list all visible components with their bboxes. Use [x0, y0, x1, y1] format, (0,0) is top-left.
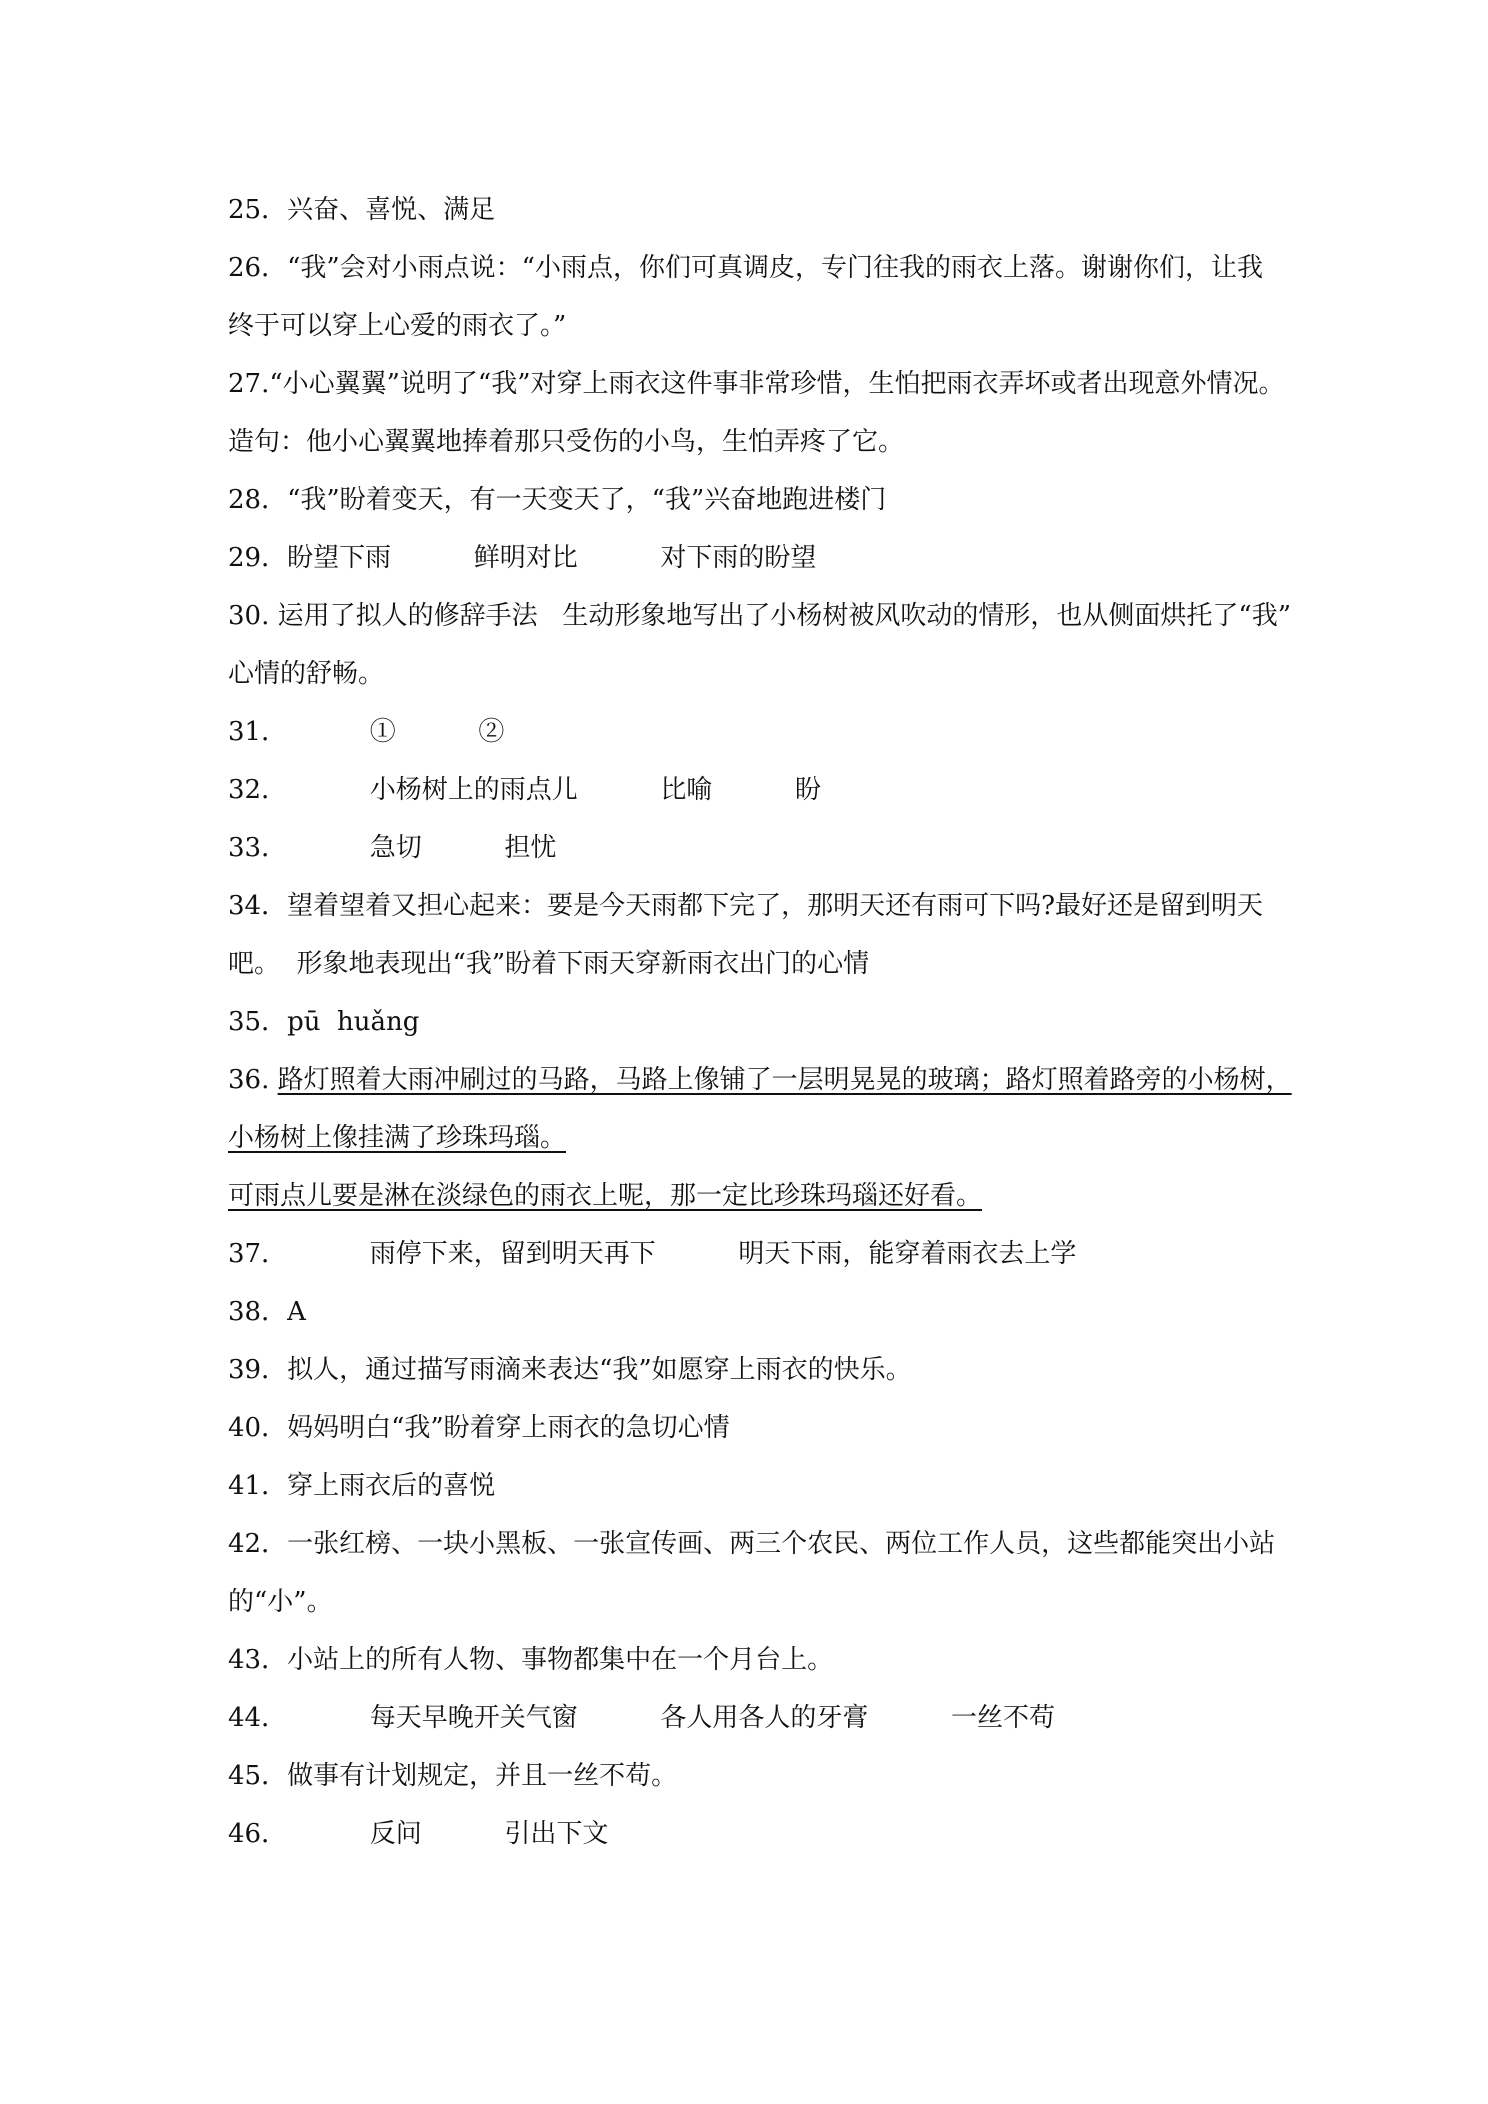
answer-32: 32． 小杨树上的雨点儿 比喻 盼 — [228, 775, 822, 805]
answer-37: 37． 雨停下来，留到明天再下 明天下雨，能穿着雨衣去上学 — [228, 1239, 1077, 1269]
answer-30-line-2: 心情的舒畅。 — [228, 659, 385, 689]
answer-33: 33． 急切 担忧 — [228, 833, 557, 863]
answer-26-line-2: 终于可以穿上心爱的雨衣了。” — [228, 311, 567, 341]
answer-36-underlined-text: 路灯照着大雨冲刷过的马路，马路上像铺了一层明晃晃的玻璃；路灯照着路旁的小杨树， — [277, 1065, 1292, 1095]
answer-29: 29．盼望下雨 鲜明对比 对下雨的盼望 — [228, 543, 817, 573]
answer-31: 31． ① ② — [228, 717, 505, 747]
answer-36-line-1 — [228, 1063, 1292, 1097]
answer-45: 45．做事有计划规定，并且一丝不苟。 — [228, 1761, 678, 1791]
answer-26-line-1: 26．“我”会对小雨点说：“小雨点，你们可真调皮，专门往我的雨衣上落。谢谢你们，让我 — [228, 253, 1263, 283]
answer-34-line-2: 吧。 形象地表现出“我”盼着下雨天穿新雨衣出门的心情 — [228, 949, 870, 979]
answer-38: 38．A — [228, 1297, 306, 1327]
answer-44: 44． 每天早晚开关气窗 各人用各人的牙膏 一丝不苟 — [228, 1703, 1056, 1733]
answer-25: 25．兴奋、喜悦、满足 — [228, 195, 496, 225]
answer-42-line-1: 42．一张红榜、一块小黑板、一张宣传画、两三个农民、两位工作人员，这些都能突出小站 — [228, 1529, 1276, 1559]
answer-39: 39．拟人，通过描写雨滴来表达“我”如愿穿上雨衣的快乐。 — [228, 1355, 912, 1385]
answer-36-underlined-text: 可雨点儿要是淋在淡绿色的雨衣上呢，那一定比珍珠玛瑙还好看。 — [228, 1181, 983, 1211]
answer-27-line-1: 27.“小心翼翼”说明了“我”对穿上雨衣这件事非常珍惜，生怕把雨衣弄坏或者出现意外情况。 — [228, 369, 1285, 399]
answer-46: 46． 反问 引出下文 — [228, 1819, 609, 1849]
answer-36-underlined-text: 小杨树上像挂满了珍珠玛瑙。 — [228, 1123, 567, 1153]
answer-34-line-1: 34．望着望着又担心起来：要是今天雨都下完了，那明天还有雨可下吗?最好还是留到明天 — [228, 891, 1264, 921]
answer-27-line-2: 造句：他小心翼翼地捧着那只受伤的小鸟，生怕弄疼了它。 — [228, 427, 905, 457]
answer-36-line-2 — [228, 1121, 566, 1155]
answer-30-line-1: 30. 运用了拟人的修辞手法 生动形象地写出了小杨树被风吹动的情形，也从侧面烘托了“我” — [228, 601, 1291, 631]
answer-40: 40．妈妈明白“我”盼着穿上雨衣的急切心情 — [228, 1413, 730, 1443]
answer-36-number: 36. — [228, 1065, 278, 1095]
answer-36-line-3 — [228, 1179, 982, 1213]
answer-43: 43．小站上的所有人物、事物都集中在一个月台上。 — [228, 1645, 834, 1675]
answer-42-line-2: 的“小”。 — [228, 1587, 333, 1617]
answer-35: 35．pū huǎng — [228, 1007, 420, 1037]
answer-28: 28．“我”盼着变天，有一天变天了，“我”兴奋地跑进楼门 — [228, 485, 887, 515]
answer-41: 41．穿上雨衣后的喜悦 — [228, 1471, 496, 1501]
